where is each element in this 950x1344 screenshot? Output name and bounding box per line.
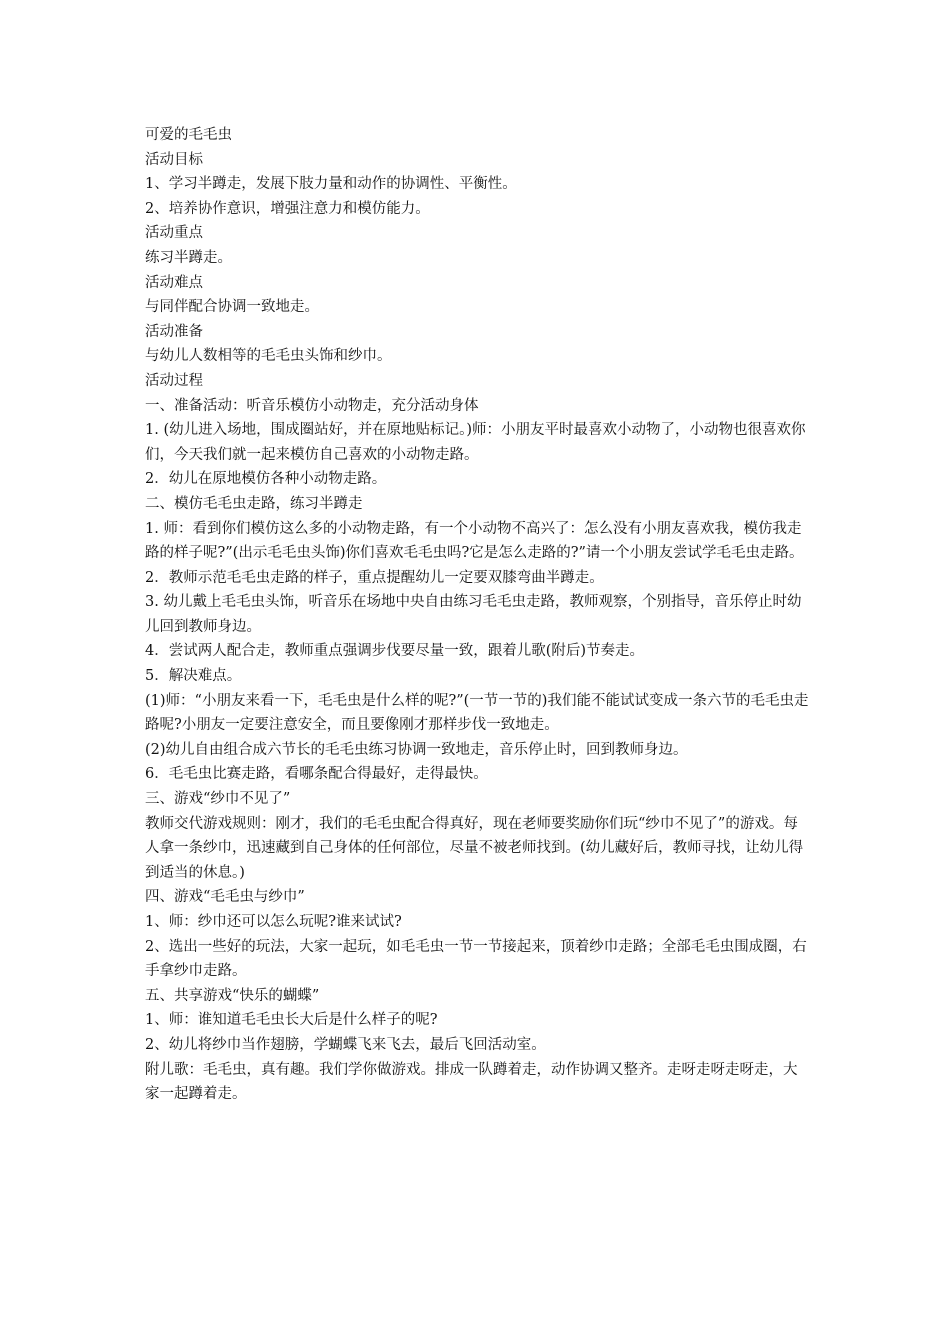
- paragraph: 2、幼儿将纱巾当作翅膀，学蝴蝶飞来飞去，最后飞回活动室。: [145, 1036, 546, 1053]
- paragraph: 1. 师：看到你们模仿这么多的小动物走路，有一个小动物不高兴了：怎么没有小朋友喜欢我，模仿我走路的样子呢?”(出示毛毛虫头饰)你们喜欢毛毛虫吗?它是怎么走路的?”请一个小朋友尝试学毛毛虫走路。: [145, 520, 804, 562]
- paragraph: 练习半蹲走。: [145, 249, 232, 266]
- subsection-heading: 一、准备活动：听音乐模仿小动物走，充分活动身体: [145, 397, 479, 414]
- paragraph: 2、培养协作意识，增强注意力和模仿能力。: [145, 200, 430, 217]
- paragraph: 2．幼儿在原地模仿各种小动物走路。: [145, 471, 387, 488]
- paragraph: 2、选出一些好的玩法，大家一起玩，如毛毛虫一节一节接起来，顶着纱巾走路；全部毛毛虫围成圈，右手拿纱巾走路。: [145, 938, 807, 980]
- paragraph: 5．解决难点。: [145, 668, 242, 685]
- paragraph: 3. 幼儿戴上毛毛虫头饰，听音乐在场地中央自由练习毛毛虫走路，教师观察，个别指导，音乐停止时幼儿回到教师身边。: [145, 594, 802, 635]
- paragraph: 与幼儿人数相等的毛毛虫头饰和纱巾。: [145, 348, 392, 365]
- document-title: 可爱的毛毛虫: [145, 127, 232, 143]
- paragraph: 1. (幼儿进入场地，围成圈站好，并在原地贴标记。)师：小朋友平时最喜欢小动物了，小动物也很喜欢你们，今天我们就一起来模仿自己喜欢的小动物走路。: [145, 422, 806, 463]
- subsection-heading: 四、游戏“毛毛虫与纱巾”: [145, 889, 305, 906]
- paragraph: 1、学习半蹲走，发展下肢力量和动作的协调性、平衡性。: [145, 176, 517, 193]
- subsection-heading: 五、共享游戏“快乐的蝴蝶”: [145, 987, 320, 1004]
- section-heading: 活动过程: [145, 372, 203, 389]
- document-body: [145, 123, 810, 1107]
- subsection-heading: 三、游戏“纱巾不见了”: [145, 791, 291, 808]
- paragraph: 教师交代游戏规则：刚才，我们的毛毛虫配合得真好，现在老师要奖励你们玩“纱巾不见了”的游戏。每人拿一条纱巾，迅速藏到自己身体的任何部位，尽量不被老师找到。(幼儿藏好后，教师寻找，让幼儿得到适当的休息。): [145, 815, 804, 881]
- paragraph: (1)师：“小朋友来看一下，毛毛虫是什么样的呢?”(一节一节的)我们能不能试试变成一条六节的毛毛虫走路呢?小朋友一定要注意安全，而且要像刚才那样步伐一致地走。: [145, 692, 809, 734]
- paragraph: 4．尝试两人配合走，教师重点强调步伐要尽量一致，跟着儿歌(附后)节奏走。: [145, 643, 645, 660]
- section-heading: 活动重点: [145, 225, 203, 242]
- paragraph: 1、师：纱巾还可以怎么玩呢?谁来试试?: [145, 914, 402, 930]
- paragraph: 与同伴配合协调一致地走。: [145, 299, 319, 316]
- paragraph: 1、师：谁知道毛毛虫长大后是什么样子的呢?: [145, 1012, 438, 1029]
- section-heading: 活动难点: [145, 274, 203, 291]
- paragraph: 6．毛毛虫比赛走路，看哪条配合得最好，走得最快。: [145, 766, 488, 783]
- paragraph: 附儿歌：毛毛虫，真有趣。我们学你做游戏。排成一队蹲着走，动作协调又整齐。走呀走呀走呀走，大家一起蹲着走。: [145, 1061, 798, 1103]
- subsection-heading: 二、模仿毛毛虫走路，练习半蹲走: [145, 495, 363, 512]
- section-heading: 活动准备: [145, 323, 203, 340]
- paragraph: 2．教师示范毛毛虫走路的样子，重点提醒幼儿一定要双膝弯曲半蹲走。: [145, 569, 604, 586]
- section-heading: 活动目标: [145, 151, 203, 168]
- paragraph: (2)幼儿自由组合成六节长的毛毛虫练习协调一致地走，音乐停止时，回到教师身边。: [145, 741, 688, 758]
